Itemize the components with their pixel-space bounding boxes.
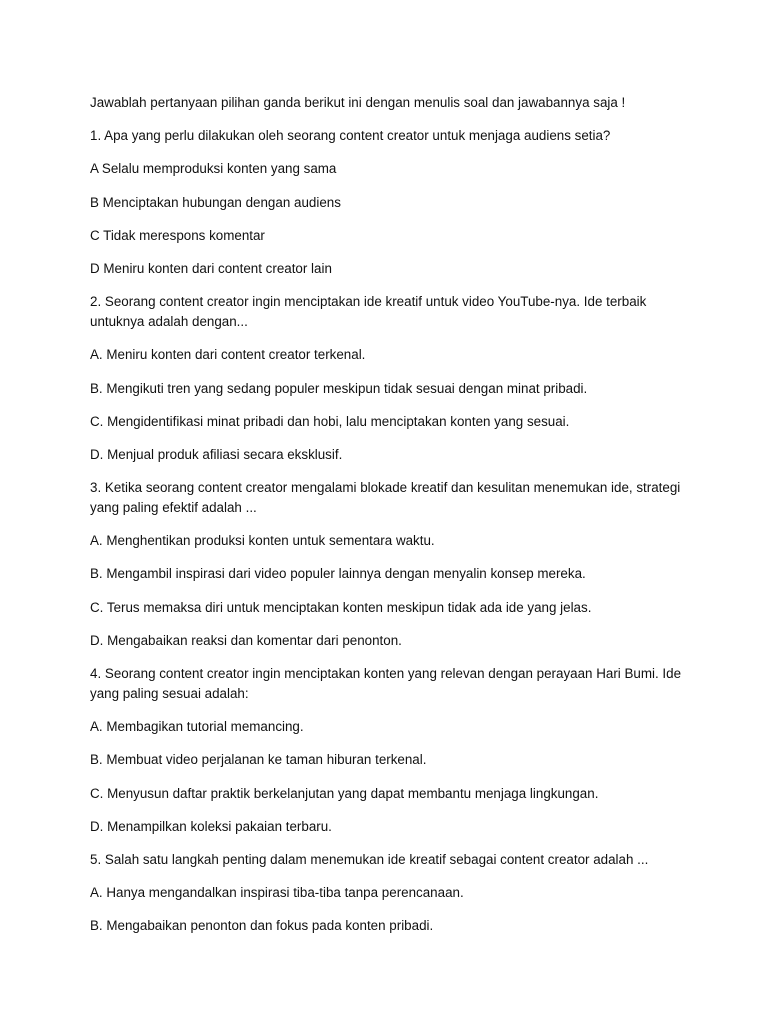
question-4-option-c: C. Menyusun daftar praktik berkelanjutan yang dapat membantu menjaga lingkungan.: [90, 785, 599, 801]
question-5: 5. Salah satu langkah penting dalam menemukan ide kreatif sebagai content creator adalah ...: [90, 851, 649, 867]
question-5-option-b: B. Mengabaikan penonton dan fokus pada konten pribadi.: [90, 918, 434, 934]
question-2-option-b: B. Mengikuti tren yang sedang populer meskipun tidak sesuai dengan minat pribadi.: [90, 380, 588, 396]
question-1: 1. Apa yang perlu dilakukan oleh seorang content creator untuk menjaga audiens setia?: [90, 128, 611, 144]
question-4-option-d: D. Menampilkan koleksi pakaian terbaru.: [90, 818, 332, 834]
question-1-option-c: C Tidak merespons komentar: [90, 227, 265, 243]
question-3-option-a: A. Menghentikan produksi konten untuk sementara waktu.: [90, 533, 435, 549]
question-4-option-b: B. Membuat video perjalanan ke taman hiburan terkenal.: [90, 752, 427, 768]
question-4: 4. Seorang content creator ingin menciptakan konten yang relevan dengan perayaan Hari Bumi. Ide yang paling sesuai adalah:: [90, 666, 682, 701]
instruction-text: Jawablah pertanyaan pilihan ganda berikut ini dengan menulis soal dan jawabannya saja !: [90, 95, 626, 110]
question-2-option-c: C. Mengidentifikasi minat pribadi dan hobi, lalu menciptakan konten yang sesuai.: [90, 413, 570, 429]
question-2-option-a: A. Meniru konten dari content creator terkenal.: [90, 347, 366, 363]
question-3-option-c: C. Terus memaksa diri untuk menciptakan konten meskipun tidak ada ide yang jelas.: [90, 599, 592, 615]
document-body: [90, 93, 690, 950]
question-1-option-a: A Selalu memproduksi konten yang sama: [90, 161, 337, 177]
question-3: 3. Ketika seorang content creator mengalami blokade kreatif dan kesulitan menemukan ide, strategi yang paling efektif adalah ...: [90, 480, 681, 516]
question-5-option-a: A. Hanya mengandalkan inspirasi tiba-tiba tanpa perencanaan.: [90, 885, 464, 901]
question-1-option-d: D Meniru konten dari content creator lain: [90, 260, 332, 276]
question-2: 2. Seorang content creator ingin menciptakan ide kreatif untuk video YouTube-nya. Ide terbaik untuknya adalah dengan...: [90, 294, 647, 330]
question-2-option-d: D. Menjual produk afiliasi secara eksklusif.: [90, 446, 343, 462]
question-3-option-b: B. Mengambil inspirasi dari video populer lainnya dengan menyalin konsep mereka.: [90, 566, 586, 582]
question-1-option-b: B Menciptakan hubungan dengan audiens: [90, 194, 341, 210]
question-3-option-d: D. Mengabaikan reaksi dan komentar dari penonton.: [90, 632, 402, 648]
question-4-option-a: A. Membagikan tutorial memancing.: [90, 719, 304, 735]
